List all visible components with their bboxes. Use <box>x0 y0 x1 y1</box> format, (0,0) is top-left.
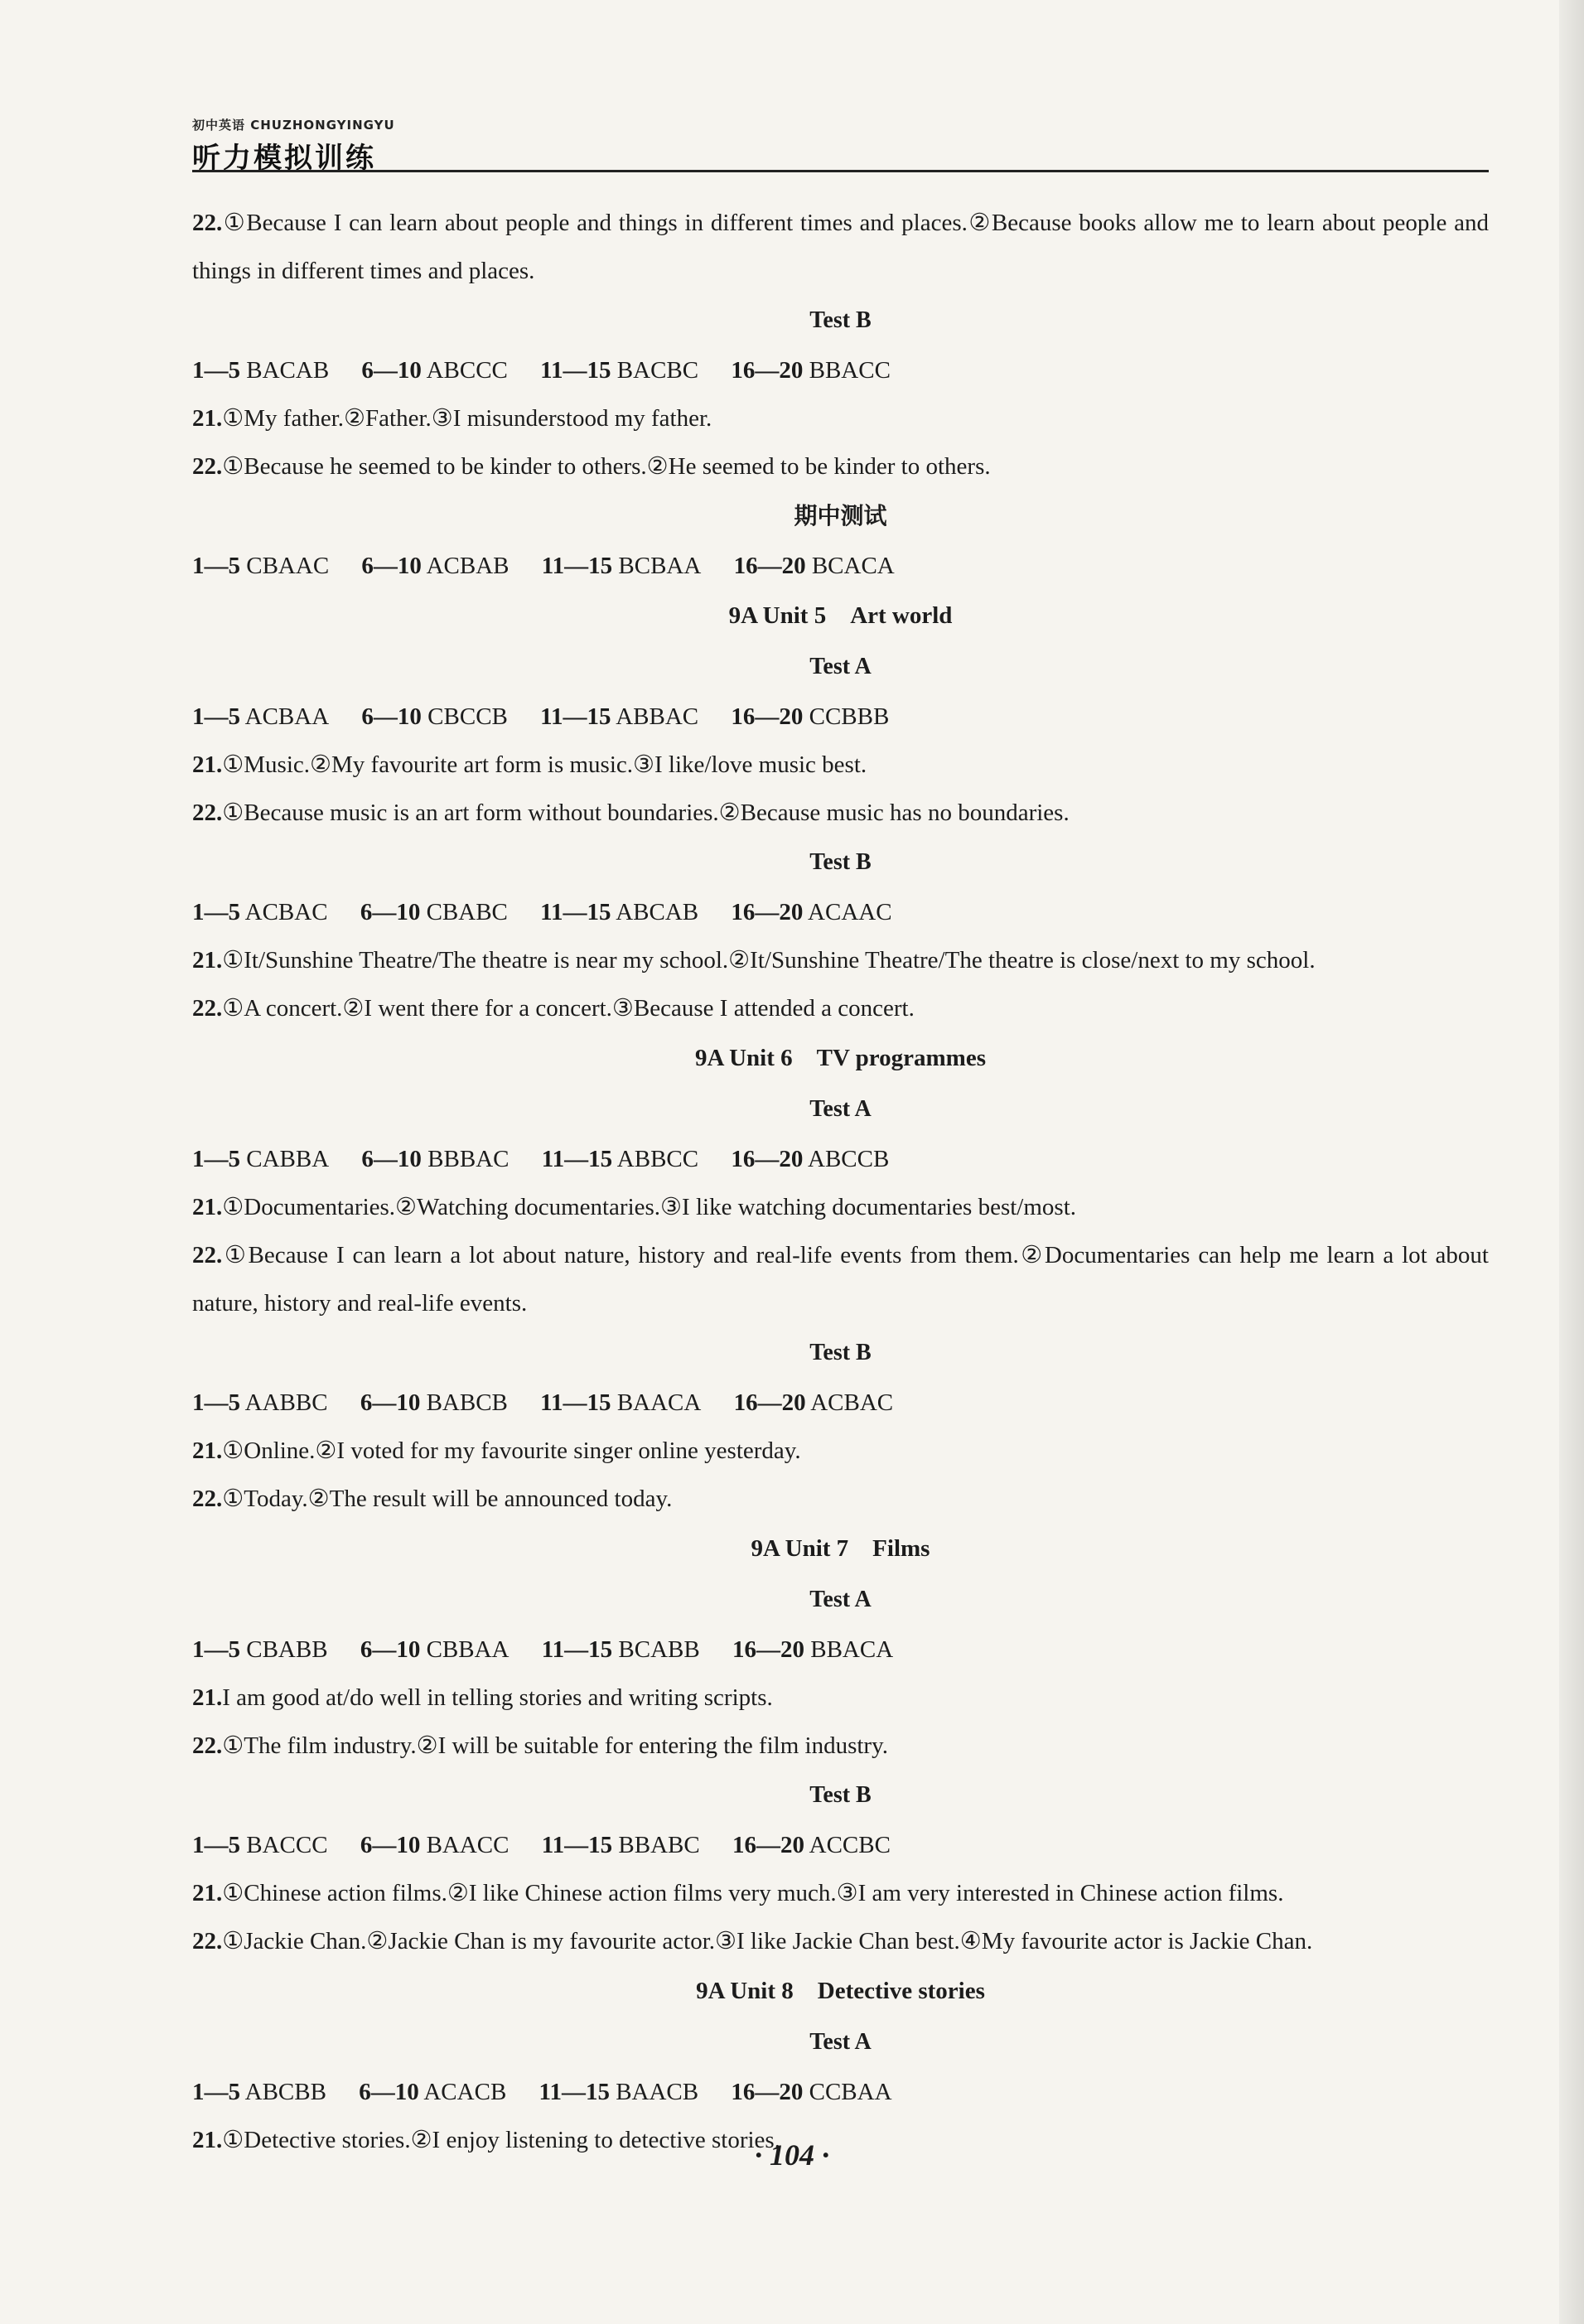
answer-range-group <box>192 542 329 590</box>
answer-range-group <box>734 542 895 590</box>
multiple-choice-answers <box>192 2068 1489 2116</box>
question-number: 22. <box>192 1732 223 1759</box>
multiple-choice-answers <box>192 1821 1489 1869</box>
answer-range-group <box>540 693 698 741</box>
test-heading: Test B <box>809 1782 872 1808</box>
question-number: 22. <box>192 995 223 1022</box>
answer-range-group <box>539 2068 699 2116</box>
answer-range-group <box>192 1821 328 1869</box>
answer-range-group <box>192 1135 329 1183</box>
running-header <box>192 116 1489 176</box>
question-number: 21. <box>192 1684 223 1711</box>
answer-line-21 <box>192 1183 1489 1231</box>
answer-letters: CBAAC <box>240 553 330 579</box>
question-range: 6—10 <box>361 357 422 384</box>
section-heading: Test B <box>809 307 872 333</box>
multiple-choice-answers <box>192 1379 1489 1427</box>
answer-letters: CBCCB <box>421 703 508 730</box>
header-subtitle: 初中英语 CHUZHONGYINGYU <box>192 118 395 133</box>
answer-letters: BBBAC <box>421 1146 509 1172</box>
answer-letters: ACBAC <box>240 899 328 925</box>
question-range: 6—10 <box>361 703 422 730</box>
answer-line-22 <box>192 789 1489 837</box>
answer-letters: BCBAA <box>612 553 702 579</box>
answer-letters: BAACC <box>420 1832 509 1858</box>
answer-letters: BBACA <box>804 1636 894 1663</box>
question-range: 11—15 <box>540 899 611 925</box>
answer-range-group <box>734 1379 894 1427</box>
question-range: 6—10 <box>359 2079 419 2105</box>
answer-range-group <box>731 346 891 394</box>
answer-line-22 <box>192 199 1489 295</box>
question-range: 16—20 <box>733 553 806 579</box>
multiple-choice-answers <box>192 693 1489 741</box>
question-range: 6—10 <box>360 1832 421 1858</box>
answer-letters: BABCB <box>420 1389 508 1416</box>
test-heading: Test B <box>809 849 872 875</box>
question-range: 16—20 <box>733 1389 806 1416</box>
question-range: 11—15 <box>541 1832 613 1858</box>
answer-text: ①Chinese action films.②I like Chinese action films very much.③I am very interested in Chinese action films. <box>222 1880 1284 1906</box>
question-number: 22. <box>192 1928 223 1954</box>
question-number: 21. <box>192 2127 223 2153</box>
question-range: 1—5 <box>192 357 240 384</box>
answer-text: ①Music.②My favourite art form is music.③I like/love music best. <box>222 751 867 778</box>
question-range: 1—5 <box>192 553 240 579</box>
answer-text: ①A concert.②I went there for a concert.③Because I attended a concert. <box>222 995 915 1022</box>
question-number: 22. <box>192 1486 223 1512</box>
multiple-choice-answers <box>192 888 1489 936</box>
answer-text: ①Because music is an art form without boundaries.②Because music has no boundaries. <box>222 800 1070 826</box>
question-number: 21. <box>192 1194 223 1220</box>
answer-text: ①My father.②Father.③I misunderstood my father. <box>222 405 712 432</box>
answer-line-21 <box>192 936 1489 984</box>
question-number: 21. <box>192 405 223 432</box>
answer-range-group <box>360 1379 508 1427</box>
answer-text: ①Because I can learn a lot about nature, history and real-life events from them.②Documentaries can help me learn a lot about nature, history and real-life events. <box>192 1242 1489 1317</box>
answer-letters: BACCC <box>240 1832 328 1858</box>
question-range: 16—20 <box>731 899 804 925</box>
question-number: 22. <box>192 453 223 480</box>
answer-text: I am good at/do well in telling stories and writing scripts. <box>222 1684 773 1711</box>
question-range: 1—5 <box>192 1146 240 1172</box>
answer-letters: ABCCB <box>803 1146 890 1172</box>
page-number: · 104 · <box>755 2138 829 2172</box>
answer-text: ①The film industry.②I will be suitable for entering the film industry. <box>222 1732 888 1759</box>
answer-range-group <box>542 1135 698 1183</box>
question-range: 11—15 <box>540 1389 611 1416</box>
question-range: 1—5 <box>192 1636 240 1663</box>
answer-letters: BCABB <box>612 1636 700 1663</box>
answer-text: ①Detective stories.②I enjoy listening to detective stories. <box>222 2127 780 2153</box>
answer-range-group <box>540 346 698 394</box>
answer-range-group <box>360 1821 509 1869</box>
unit-heading: 9A Unit 7 Films <box>751 1535 930 1562</box>
question-range: 16—20 <box>731 357 804 384</box>
test-heading: Test A <box>809 654 872 679</box>
answer-key-content <box>192 199 1489 2164</box>
answer-range-group <box>732 1626 893 1674</box>
question-range: 6—10 <box>361 1146 422 1172</box>
test-heading: Test B <box>809 1340 872 1365</box>
answer-range-group <box>731 888 891 936</box>
answer-letters: CCBAA <box>803 2079 892 2105</box>
question-number: 22. <box>192 210 223 236</box>
question-range: 1—5 <box>192 1389 240 1416</box>
answer-letters: BCACA <box>805 553 895 579</box>
answer-range-group <box>731 1135 889 1183</box>
unit-heading: 9A Unit 5 Art world <box>728 602 953 629</box>
multiple-choice-answers <box>192 1626 1489 1674</box>
answer-letters: ACBAC <box>805 1389 894 1416</box>
answer-letters: ABBAC <box>611 703 699 730</box>
test-heading: Test A <box>809 2029 872 2055</box>
answer-range-group <box>542 542 702 590</box>
answer-letters: ABCCC <box>421 357 508 384</box>
multiple-choice-answers <box>192 542 1489 590</box>
answer-range-group <box>542 1821 700 1869</box>
answer-line-22 <box>192 1475 1489 1523</box>
answer-text: ①Because he seemed to be kinder to others.②He seemed to be kinder to others. <box>222 453 991 480</box>
page-edge-shadow <box>1559 0 1584 2324</box>
answer-letters: ACACB <box>418 2079 507 2105</box>
answer-range-group <box>192 346 329 394</box>
answer-range-group <box>540 1379 701 1427</box>
answer-text: ①It/Sunshine Theatre/The theatre is near my school.②It/Sunshine Theatre/The theatre is close/next to my school. <box>222 947 1316 974</box>
answer-range-group <box>192 888 328 936</box>
answer-range-group <box>361 693 507 741</box>
question-range: 11—15 <box>540 703 611 730</box>
answer-range-group <box>359 2068 506 2116</box>
question-range: 6—10 <box>360 1636 421 1663</box>
answer-text: ①Documentaries.②Watching documentaries.③I like watching documentaries best/most. <box>222 1194 1077 1220</box>
answer-letters: ACBAB <box>421 553 509 579</box>
answer-range-group <box>192 2068 326 2116</box>
answer-letters: BBABC <box>612 1832 700 1858</box>
question-range: 16—20 <box>731 703 804 730</box>
answer-range-group <box>540 888 698 936</box>
answer-range-group <box>192 1379 328 1427</box>
answer-range-group <box>732 1821 891 1869</box>
answer-range-group <box>192 1626 328 1674</box>
answer-line-22 <box>192 1722 1489 1770</box>
answer-text: ①Jackie Chan.②Jackie Chan is my favourite actor.③I like Jackie Chan best.④My favourite actor is Jackie Chan. <box>222 1928 1313 1954</box>
answer-letters: BACBC <box>611 357 699 384</box>
question-range: 16—20 <box>731 1146 804 1172</box>
question-range: 16—20 <box>732 1636 804 1663</box>
answer-range-group <box>192 693 329 741</box>
answer-text: ①Today.②The result will be announced today. <box>222 1486 673 1512</box>
question-range: 1—5 <box>192 2079 240 2105</box>
answer-letters: CABBA <box>240 1146 330 1172</box>
answer-letters: ACBAA <box>240 703 330 730</box>
answer-letters: AABBC <box>240 1389 328 1416</box>
unit-heading: 9A Unit 8 Detective stories <box>696 1978 985 2004</box>
question-range: 1—5 <box>192 899 240 925</box>
test-heading: Test A <box>809 1096 872 1122</box>
answer-text: ①Online.②I voted for my favourite singer online yesterday. <box>222 1437 801 1464</box>
answer-letters: ABBCC <box>612 1146 699 1172</box>
question-number: 22. <box>192 800 223 826</box>
answer-line-22 <box>192 984 1489 1032</box>
question-number: 21. <box>192 751 223 778</box>
answer-range-group <box>360 888 508 936</box>
answer-letters: BAACA <box>611 1389 702 1416</box>
question-range: 1—5 <box>192 1832 240 1858</box>
question-number: 21. <box>192 1437 223 1464</box>
answer-letters: CBBAA <box>420 1636 509 1663</box>
answer-line-21 <box>192 741 1489 789</box>
answer-range-group <box>361 1135 509 1183</box>
answer-line-21 <box>192 1674 1489 1722</box>
answer-text: ①Because I can learn about people and things in different times and places.②Because books allow me to learn about people and things in different times and places. <box>192 210 1489 284</box>
answer-range-group <box>542 1626 700 1674</box>
question-number: 21. <box>192 1880 223 1906</box>
answer-range-group <box>731 693 889 741</box>
answer-line-22 <box>192 442 1489 490</box>
answer-line-21 <box>192 394 1489 442</box>
answer-letters: BBACC <box>803 357 891 384</box>
unit-heading: 9A Unit 6 TV programmes <box>695 1045 986 1071</box>
question-range: 6—10 <box>360 1389 421 1416</box>
answer-letters: BAACB <box>609 2079 699 2105</box>
answer-range-group <box>361 346 507 394</box>
question-range: 6—10 <box>360 899 421 925</box>
question-range: 16—20 <box>731 2079 804 2105</box>
question-range: 1—5 <box>192 703 240 730</box>
multiple-choice-answers <box>192 346 1489 394</box>
multiple-choice-answers <box>192 1135 1489 1183</box>
answer-letters: BACAB <box>240 357 330 384</box>
answer-letters: CCBBB <box>803 703 890 730</box>
answer-range-group <box>361 542 509 590</box>
question-range: 16—20 <box>732 1832 804 1858</box>
answer-range-group <box>360 1626 509 1674</box>
question-number: 21. <box>192 947 223 974</box>
answer-range-group <box>731 2068 891 2116</box>
question-range: 11—15 <box>541 553 613 579</box>
answer-letters: ABCBB <box>240 2079 326 2105</box>
answer-letters: ACCBC <box>804 1832 891 1858</box>
question-range: 11—15 <box>541 1146 613 1172</box>
question-range: 11—15 <box>538 2079 610 2105</box>
answer-line-21 <box>192 1869 1489 1917</box>
answer-letters: ABCAB <box>611 899 699 925</box>
answer-line-21 <box>192 1427 1489 1475</box>
answer-letters: CBABC <box>420 899 508 925</box>
answer-letters: CBABB <box>240 1636 328 1663</box>
question-number: 22. <box>192 1242 223 1268</box>
header-rule <box>192 170 1489 172</box>
answer-line-22 <box>192 1231 1489 1327</box>
test-heading: Test A <box>809 1587 872 1612</box>
question-range: 11—15 <box>540 357 611 384</box>
answer-line-22 <box>192 1917 1489 1965</box>
question-range: 6—10 <box>361 553 422 579</box>
section-heading: 期中测试 <box>794 502 887 529</box>
question-range: 11—15 <box>541 1636 613 1663</box>
header-title: 听力模拟训练 <box>192 142 376 175</box>
answer-letters: ACAAC <box>803 899 892 925</box>
